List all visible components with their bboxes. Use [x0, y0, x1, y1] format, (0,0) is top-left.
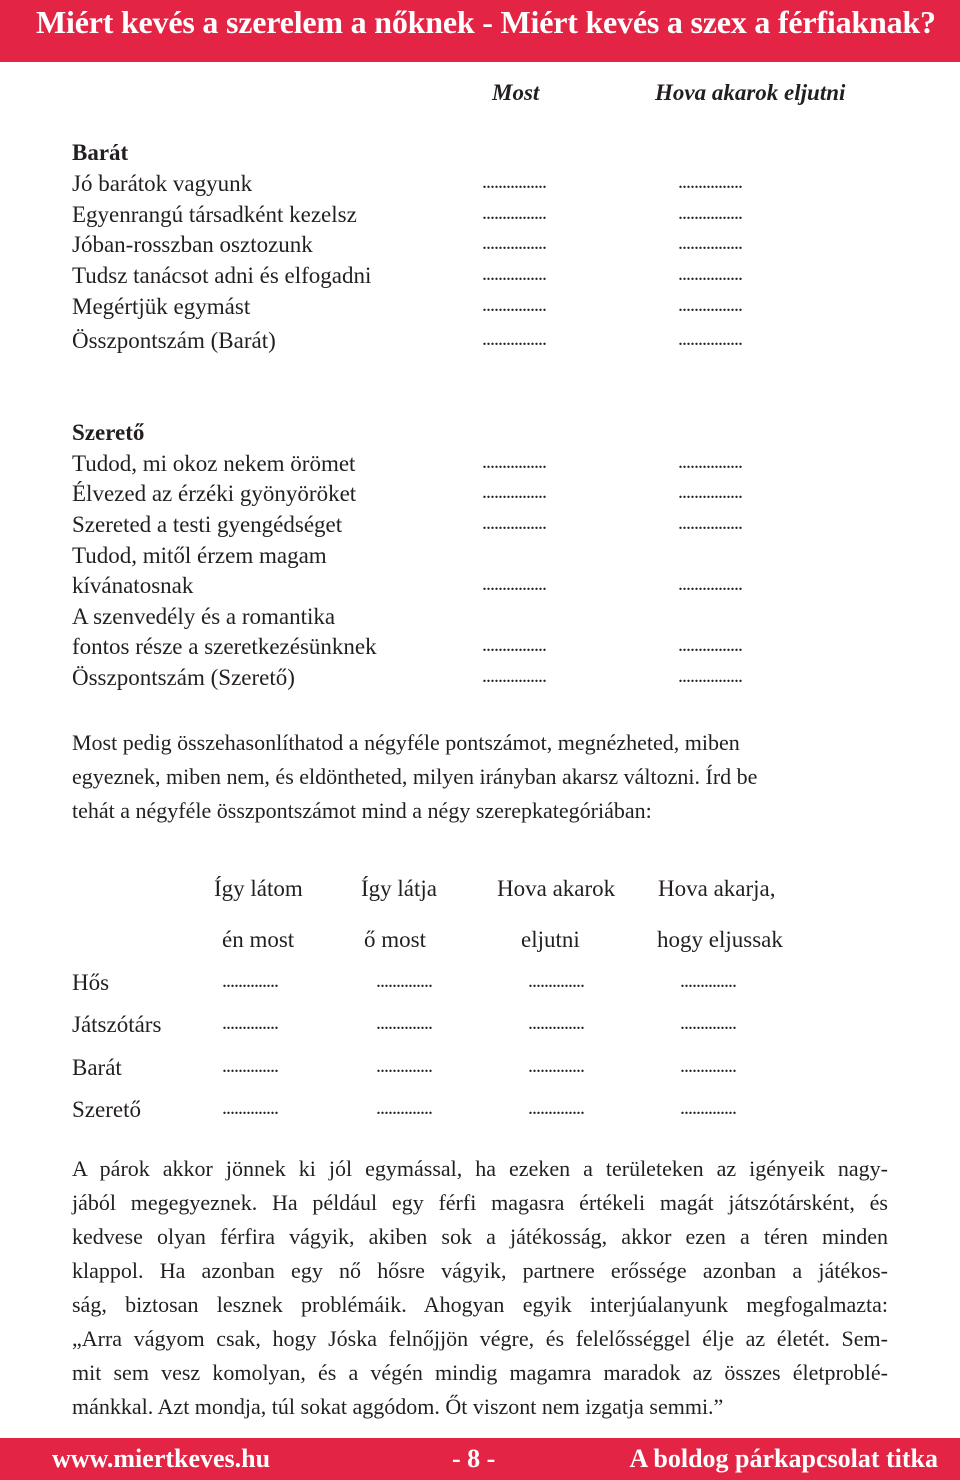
column-heading-goal: Hova akarok eljutni — [655, 80, 846, 105]
table-row — [72, 1012, 892, 1046]
barat-row — [72, 171, 892, 201]
row-label: Szereted a testi gyengédséget — [72, 512, 343, 537]
paragraph-line: „Arra vágyom csak, hogy Jóska felnőjjön végre, és felelősséggel élje az életét. Sem- — [72, 1326, 888, 1351]
barat-row — [72, 294, 892, 324]
blank-now: ................ — [482, 634, 546, 656]
blank-now: ................ — [482, 232, 546, 254]
blank-goal: ................ — [678, 263, 742, 285]
row-label: Élvezed az érzéki gyönyöröket — [72, 481, 357, 506]
table-header: Így látom — [214, 876, 303, 901]
blank-now: ................ — [482, 573, 546, 595]
footer-book-title: A boldog párkapcsolat titka — [629, 1444, 938, 1473]
blank-now: ................ — [482, 512, 546, 534]
row-label: Jó barátok vagyunk — [72, 171, 253, 196]
blank-goal: ................ — [678, 481, 742, 503]
table-row — [72, 1055, 892, 1089]
paragraph-line: klappol. Ha azonban egy nő hősre vágyik, partnere erőssége azonban a játékos- — [72, 1258, 888, 1283]
row-label: Összpontszám (Szerető) — [72, 665, 295, 690]
blank-goal: ................ — [678, 328, 742, 350]
blank-goal: ................ — [678, 171, 742, 193]
table-blank: .............. — [222, 1097, 278, 1119]
table-blank: .............. — [528, 1097, 584, 1119]
paragraph-line: mánkkal. Azt mondja, túl sokat aggódom. Őt viszont nem izgatja semmi.” — [72, 1394, 724, 1419]
table-blank: .............. — [528, 1055, 584, 1077]
blank-now: ................ — [482, 328, 546, 350]
blank-goal: ................ — [678, 665, 742, 687]
table-header: Így látja — [361, 876, 437, 901]
blank-goal: ................ — [678, 634, 742, 656]
row-label: Összpontszám (Barát) — [72, 328, 276, 353]
blank-goal: ................ — [678, 232, 742, 254]
table-row-label: Szerető — [72, 1097, 141, 1122]
szereto-row — [72, 481, 892, 511]
row-label: Egyenrangú társadként kezelsz — [72, 202, 357, 227]
barat-total-row — [72, 328, 892, 358]
row-label: Jóban-rosszban osztozunk — [72, 232, 313, 257]
blank-now: ................ — [482, 665, 546, 687]
table-blank: .............. — [376, 1097, 432, 1119]
row-label: A szenvedély és a romantika — [72, 604, 336, 629]
table-row-label: Hős — [72, 970, 110, 995]
blank-now: ................ — [482, 481, 546, 503]
barat-row — [72, 263, 892, 293]
table-blank: .............. — [376, 1055, 432, 1077]
blank-now: ................ — [482, 294, 546, 316]
barat-row — [72, 232, 892, 262]
row-label: fontos része a szeretkezésünknek — [72, 634, 377, 659]
table-header: én most — [222, 927, 295, 952]
row-label: Tudsz tanácsot adni és elfogadni — [72, 263, 372, 288]
table-row-label: Barát — [72, 1055, 122, 1080]
blank-goal: ................ — [678, 573, 742, 595]
table-blank: .............. — [222, 1055, 278, 1077]
page-footer — [0, 1438, 960, 1480]
paragraph-line: kedvese olyan férfira vágyik, akiben sok a játékosság, akkor ezen a téren minden — [72, 1224, 888, 1249]
table-blank: .............. — [680, 1012, 736, 1034]
paragraph-line: jából megegyeznek. Ha például egy férfi magasra értékeli magát játszótársként, és — [72, 1190, 888, 1215]
table-blank: .............. — [680, 1055, 736, 1077]
blank-now: ................ — [482, 171, 546, 193]
column-heading-now: Most — [492, 80, 540, 105]
table-row — [72, 970, 892, 1004]
blank-goal: ................ — [678, 202, 742, 224]
table-header: ő most — [364, 927, 426, 952]
table-header: hogy eljussak — [657, 927, 783, 952]
section-title-barat: Barát — [72, 140, 129, 165]
paragraph-line: A párok akkor jönnek ki jól egymással, ha ezeken a területeken az igényeik nagy- — [72, 1156, 888, 1181]
blank-now: ................ — [482, 263, 546, 285]
row-label: Megértjük egymást — [72, 294, 251, 319]
row-label: Tudod, mitől érzem magam — [72, 543, 327, 568]
szereto-row — [72, 543, 892, 573]
blank-now: ................ — [482, 202, 546, 224]
page-title: Miért kevés a szerelem a nőknek - Miért kevés a szex a férfiaknak? — [36, 4, 936, 40]
blank-goal: ................ — [678, 451, 742, 473]
paragraph-line: tehát a négyféle összpontszámot mind a négy szerepkategóriában: — [72, 798, 652, 823]
closing-paragraph — [72, 1152, 888, 1424]
paragraph-line: Most pedig összehasonlíthatod a négyféle pontszámot, megnézheted, miben — [72, 730, 740, 755]
table-blank: .............. — [528, 970, 584, 992]
table-header: eljutni — [521, 927, 580, 952]
blank-goal: ................ — [678, 512, 742, 534]
blank-goal: ................ — [678, 294, 742, 316]
paragraph-line: mit sem vesz komolyan, és a végén mindig magamra maradok az összes életproblé- — [72, 1360, 888, 1385]
blank-now: ................ — [482, 451, 546, 473]
table-blank: .............. — [376, 970, 432, 992]
table-blank: .............. — [680, 970, 736, 992]
barat-row — [72, 202, 892, 232]
table-blank: .............. — [528, 1012, 584, 1034]
szereto-total-row — [72, 665, 892, 695]
row-label: Tudod, mi okoz nekem örömet — [72, 451, 356, 476]
szereto-row — [72, 604, 892, 634]
table-blank: .............. — [222, 1012, 278, 1034]
row-label: kívánatosnak — [72, 573, 194, 598]
paragraph-line: ság, biztosan lesznek problémáik. Ahogyan egyik interjúalanyunk megfogalmazta: — [72, 1292, 888, 1317]
szereto-row — [72, 512, 892, 542]
paragraph-line: egyeznek, miben nem, és eldöntheted, milyen irányban akarsz változni. Írd be — [72, 764, 758, 789]
page-header — [0, 0, 960, 62]
page-number: - 8 - — [452, 1444, 496, 1473]
table-blank: .............. — [680, 1097, 736, 1119]
table-header: Hova akarok — [497, 876, 616, 901]
intro-paragraph — [72, 726, 888, 828]
szereto-row — [72, 573, 892, 603]
szereto-row — [72, 451, 892, 481]
footer-url[interactable]: www.miertkeves.hu — [52, 1444, 271, 1473]
section-title-szereto: Szerető — [72, 420, 145, 445]
table-blank: .............. — [222, 970, 278, 992]
table-row-label: Játszótárs — [72, 1012, 162, 1037]
table-blank: .............. — [376, 1012, 432, 1034]
szereto-row — [72, 634, 892, 664]
table-row — [72, 1097, 892, 1131]
table-header: Hova akarja, — [658, 876, 776, 901]
